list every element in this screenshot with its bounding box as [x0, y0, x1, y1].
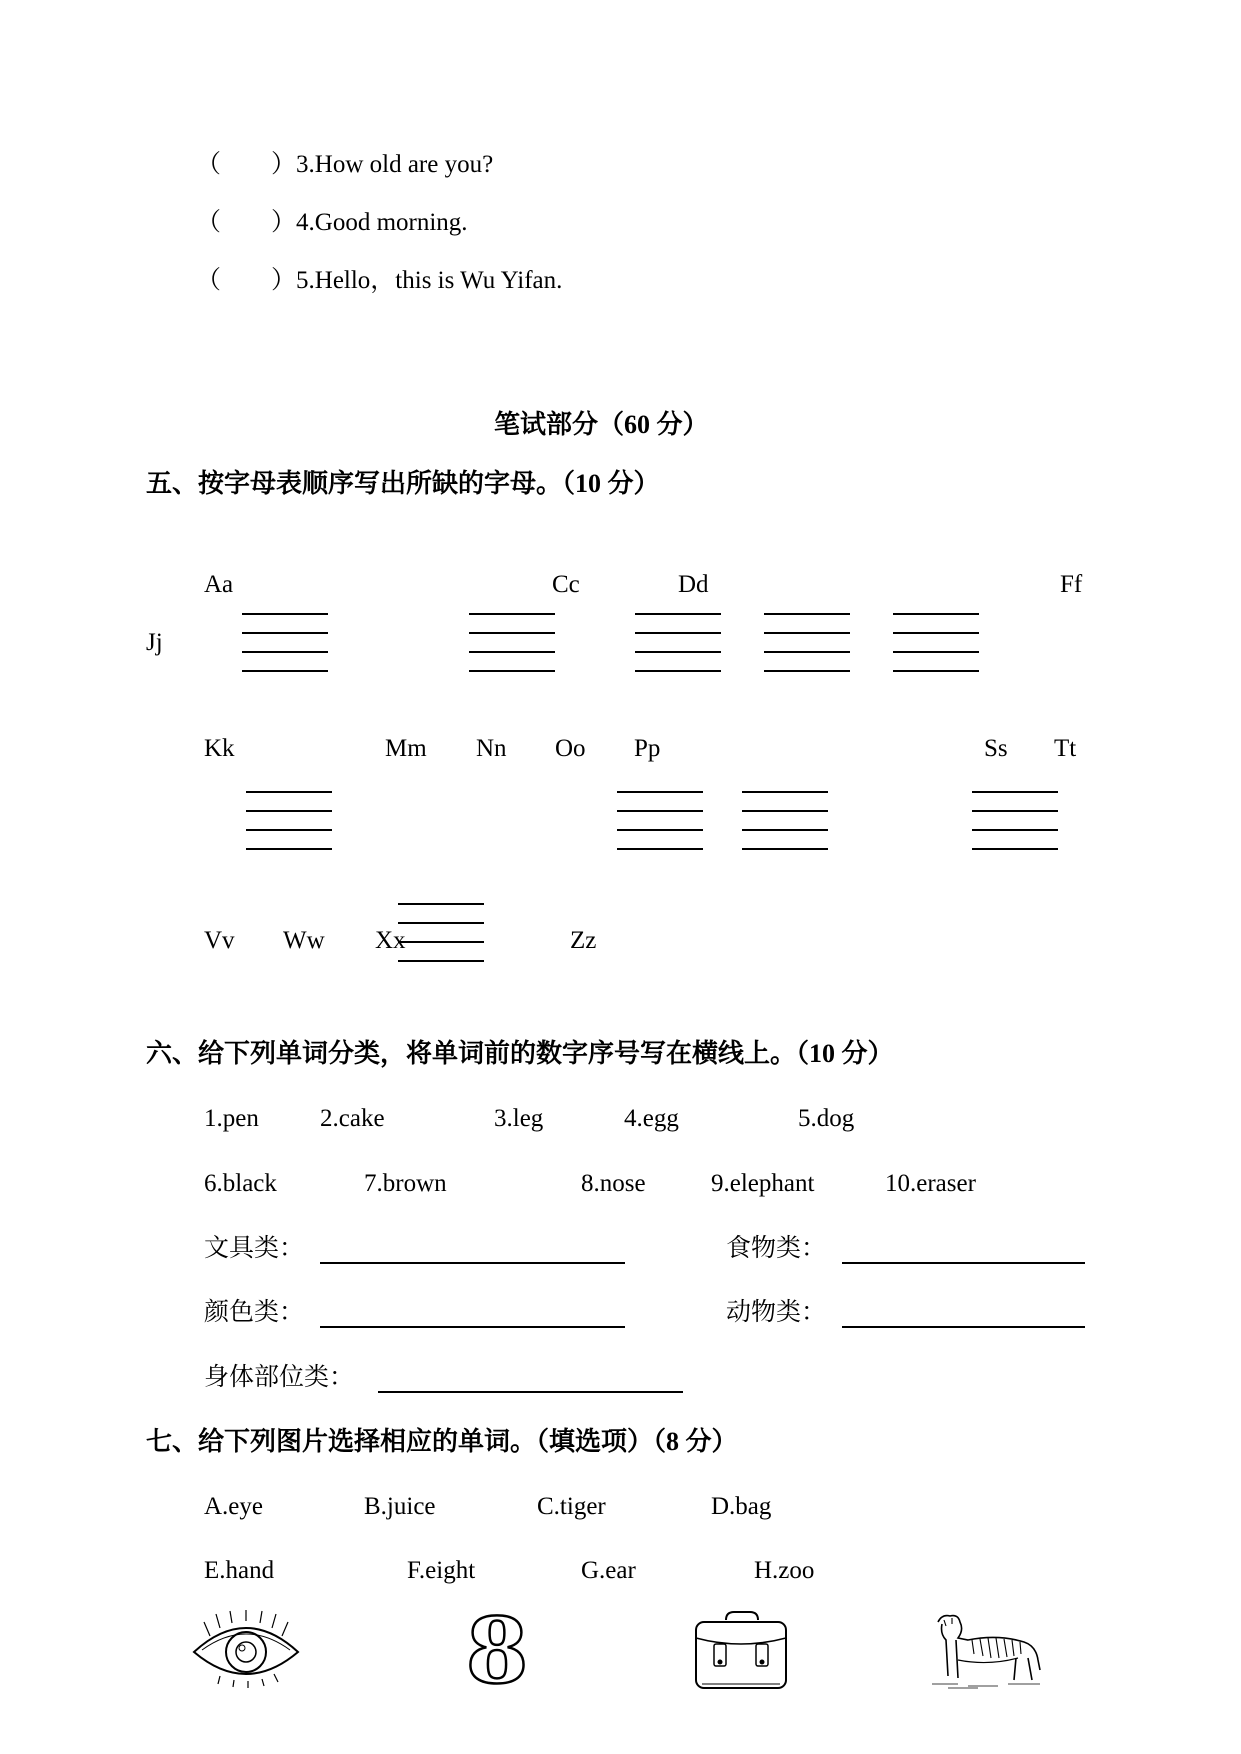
stationery-answer-line[interactable]: [320, 1262, 625, 1264]
letter-aa: Aa: [204, 571, 234, 598]
answer-paren[interactable]: （ ）: [196, 151, 297, 178]
option-g: G.ear: [581, 1557, 636, 1584]
writing-lines-1[interactable]: [242, 613, 328, 671]
writing-lines-3[interactable]: [635, 613, 721, 671]
tiger-icon: [928, 1612, 1044, 1690]
letter-mm: Mm: [385, 735, 427, 762]
section6-heading: 六、给下列单词分类，将单词前的数字序号写在横线上。（10 分）: [146, 1039, 894, 1068]
letter-vv: Vv: [204, 927, 235, 954]
category-stationery-label: 文具类：: [204, 1235, 305, 1262]
option-a: A.eye: [204, 1493, 263, 1520]
category-color-label: 颜色类：: [204, 1299, 305, 1326]
option-e: E.hand: [204, 1557, 275, 1584]
section5-heading: 五、按字母表顺序写出所缺的字母。（10 分）: [146, 469, 660, 498]
section7-heading: 七、给下列图片选择相应的单词。（填选项）（8 分）: [146, 1427, 738, 1456]
item-text: 5.Hello，this is Wu Yifan.: [296, 267, 563, 294]
listening-item-5: [196, 266, 562, 296]
category-body-label: 身体部位类：: [204, 1364, 355, 1391]
letter-jj: Jj: [146, 629, 163, 656]
eye-icon: [190, 1610, 302, 1688]
letter-dd: Dd: [678, 571, 709, 598]
word-5: 5.dog: [798, 1105, 855, 1132]
writing-lines-2[interactable]: [469, 613, 555, 671]
letter-ss: Ss: [984, 735, 1008, 762]
item-text: 3.How old are you?: [296, 151, 494, 178]
word-7: 7.brown: [364, 1170, 447, 1197]
writing-lines-6[interactable]: [246, 791, 332, 849]
word-8: 8.nose: [581, 1170, 646, 1197]
word-9: 9.elephant: [711, 1170, 815, 1197]
word-1: 1.pen: [204, 1105, 259, 1132]
bag-icon: [692, 1610, 790, 1692]
category-food-label: 食物类：: [726, 1235, 827, 1262]
letter-ff: Ff: [1060, 571, 1083, 598]
letter-ww: Ww: [283, 927, 325, 954]
letter-nn: Nn: [476, 735, 507, 762]
writing-lines-7[interactable]: [617, 791, 703, 849]
letter-pp: Pp: [634, 735, 661, 762]
word-3: 3.leg: [494, 1105, 544, 1132]
food-answer-line[interactable]: [842, 1262, 1085, 1264]
written-section-title: 笔试部分（60 分）: [494, 410, 709, 439]
eight-glyph: 8: [465, 1608, 529, 1692]
word-10: 10.eraser: [885, 1170, 976, 1197]
letter-tt: Tt: [1054, 735, 1077, 762]
writing-lines-4[interactable]: [764, 613, 850, 671]
writing-lines-9[interactable]: [972, 791, 1058, 849]
eight-icon: [460, 1608, 534, 1692]
color-answer-line[interactable]: [320, 1326, 625, 1328]
writing-lines-5[interactable]: [893, 613, 979, 671]
letter-kk: Kk: [204, 735, 235, 762]
item-text: 4.Good morning.: [296, 209, 468, 236]
letter-xx: Xx: [375, 927, 406, 954]
word-4: 4.egg: [624, 1105, 679, 1132]
animal-answer-line[interactable]: [842, 1326, 1085, 1328]
option-f: F.eight: [407, 1557, 476, 1584]
option-d: D.bag: [711, 1493, 772, 1520]
category-animal-label: 动物类：: [726, 1299, 827, 1326]
answer-paren[interactable]: （ ）: [196, 267, 297, 294]
letter-oo: Oo: [555, 735, 586, 762]
writing-lines-10[interactable]: [398, 903, 484, 961]
answer-paren[interactable]: （ ）: [196, 209, 297, 236]
word-2: 2.cake: [320, 1105, 385, 1132]
listening-item-4: [196, 208, 468, 238]
body-answer-line[interactable]: [378, 1391, 683, 1393]
letter-zz: Zz: [570, 927, 597, 954]
writing-lines-8[interactable]: [742, 791, 828, 849]
letter-cc: Cc: [552, 571, 580, 598]
option-b: B.juice: [364, 1493, 436, 1520]
option-c: C.tiger: [537, 1493, 606, 1520]
option-h: H.zoo: [754, 1557, 815, 1584]
word-6: 6.black: [204, 1170, 277, 1197]
listening-item-3: [196, 150, 493, 180]
